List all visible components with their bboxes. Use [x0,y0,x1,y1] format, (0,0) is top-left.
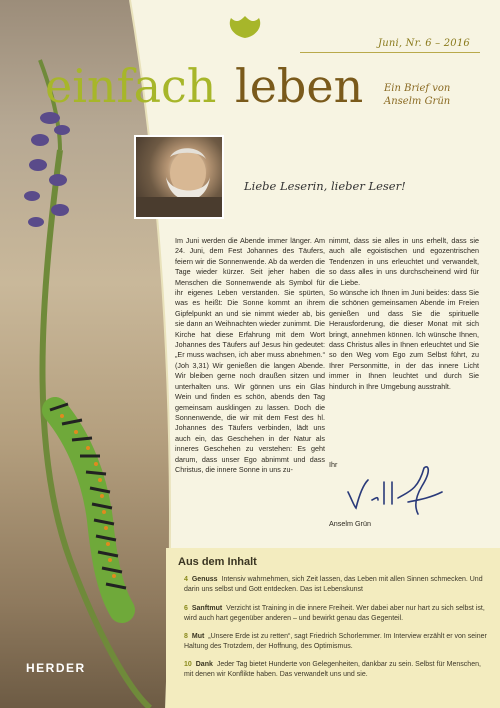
toc-text: Jeder Tag bietet Hunderte von Gelegenheiten, dankbar zu sein. Selbst für Menschen, mit denen wir Konflikte haben. Das verwandelt uns und sie. [184,661,481,679]
toc-heading: Mut [191,633,205,640]
toc-heading: Dank [195,661,213,668]
toc-text: Intensiv wahrnehmen, sich Zeit lassen, das Leben mit allen Sinnen schmecken. Und darin uns selbst und Gott entdecken. Das ist Lebenskunst [184,576,483,594]
publisher-logo: HERDER [26,661,86,675]
letter-paragraph: nimmt, dass sie alles in uns erhellt, dass sie auch alle egoistischen und egozentrischen Tendenzen in uns erleuchtet und verwandelt, so dass alles in uns durchscheinend wird für die Liebe. [329,236,479,287]
logo-einfach: einfach [45,59,217,113]
author-portrait [134,135,224,219]
toc-heading: Sanftmut [191,605,223,612]
subtitle [384,82,450,108]
toc-item [184,632,490,652]
letter-paragraph: Im Juni werden die Abende immer länger. Am 24. Juni, dem Fest Johannes des Täufers, feiern wir die Sonnenwende. Ab da werden die Tage wieder kürzer. Seit jeher haben die Menschen die Sonnenwende als Symbol für ihr eigenes Leben verstanden. Sie spürten, was es heißt: Die Sonne kommt an ihrem Gipfelpunkt an und sie nimmt wieder ab, bis sie dann an Weihnachten wieder zunimmt. Die Kirche hat diese Erfahrung mit dem Wort Johannes des Täufers auf Jesus hin gedeutet: „Er muss wachsen, ich aber muss abnehmen.“ (Joh 3,31) Wir genießen die langen Abende. Wir bleiben gerne noch draußen sitzen und unterhalten uns. Wir gönnen uns ein Glas Wein und finden es schön, abends den Tag gemeinsam ausklingen zu lassen. Doch die Sonnenwende, die wir mit dem Fest des hl. Johannes des Täufers verbinden, lädt uns auch ein, das Geschehen in der Natur als inneres Geschehen zu verstehen: Es geht darum, dass unser Ego abnimmt und dass Christus, die innere Sonne in uns zu- [175,236,325,474]
toc-heading: Genuss [191,576,218,583]
subtitle-line-1: Ein Brief von [384,83,451,94]
letter-paragraph: So wünsche ich Ihnen im Juni beides: dass Sie die schönen gemeinsamen Abende im Freien genießen und dass Sie die spirituelle Herausforderung, die dieser Monat mit sich bringt, annehmen können. Ich wünsche Ihnen, dass Christus alles in Ihnen erleuchtet und Sie so den Weg vom Ego zum Selbst führt, zu Ihrer Personmitte, in der das innere Licht immer in Ihnen leuchtet und durch Sie hindurch in Ihre Umgebung ausstrahlt. [329,288,479,391]
signature-image [338,462,448,518]
contents-title: Aus dem Inhalt [178,556,257,568]
toc-item [184,575,490,595]
toc-page-number: 8 [184,633,188,640]
ginkgo-leaf-icon [225,14,265,62]
header-rule [300,52,480,53]
toc-item [184,660,490,680]
letter-closing: Ihr [329,460,338,469]
logo-leben: leben [235,59,364,113]
toc-item [184,604,490,624]
letter-greeting: Liebe Leserin, lieber Leser! [244,179,406,193]
toc-page-number: 4 [184,576,188,583]
issue-label: Juni, Nr. 6 – 2016 [377,38,470,49]
letter-column-2 [329,236,479,392]
subtitle-line-2: Anselm Grün [384,96,451,107]
signer-name: Anselm Grün [329,519,371,528]
toc-text: Verzicht ist Training in die innere Freiheit. Wer dabei aber nur hart zu sich selbst ist, wird auch hart gegenüber anderen – und bewirkt genau das Gegenteil. [184,605,485,623]
toc-text: „Unsere Erde ist zu retten“, sagt Friedrich Schorlemmer. Im Interview erzählt er von seiner Haltung des Trotzdem, der Hoffnung, des Optimismus. [184,633,487,651]
contents-box [166,548,500,708]
letter-column-1 [175,236,325,475]
toc-page-number: 10 [184,661,192,668]
toc-page-number: 6 [184,605,188,612]
